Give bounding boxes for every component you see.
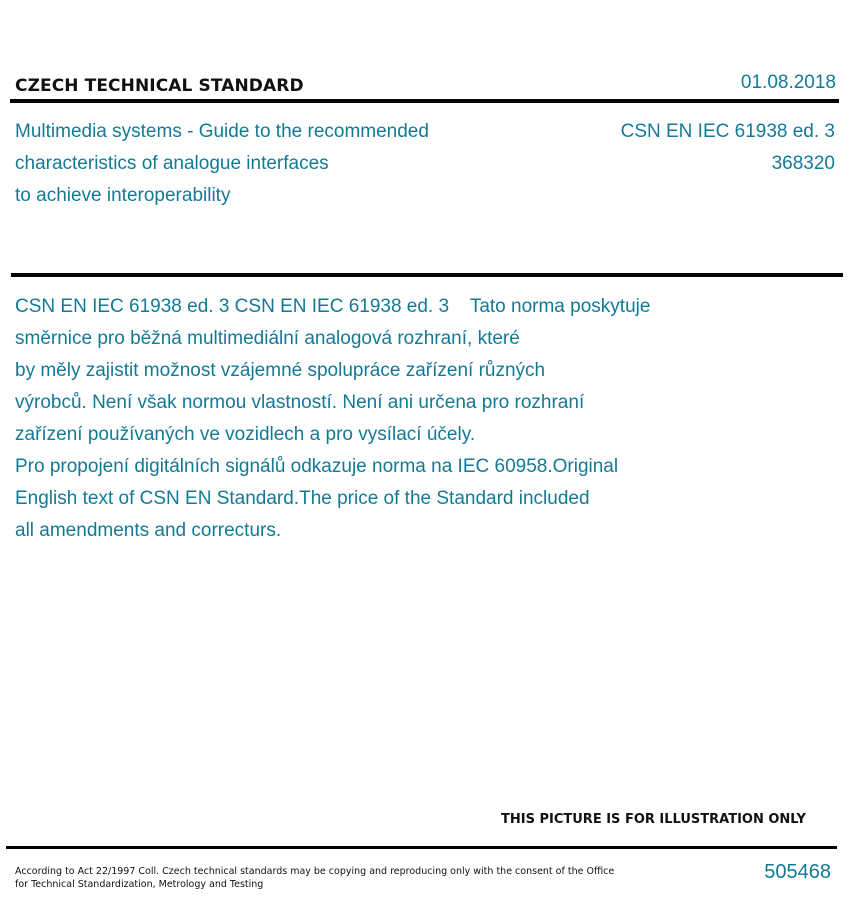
legal-line: According to Act 22/1997 Coll. Czech technical standards may be copying and reproducing only with the consent of the Office	[15, 866, 615, 877]
section-divider	[11, 273, 843, 277]
header-divider	[10, 99, 839, 103]
description-line: zařízení používaných ve vozidlech a pro vysílací účely.	[15, 424, 476, 445]
description-line: by měly zajistit možnost vzájemné spolupráce zařízení různých	[15, 360, 546, 381]
legal-line: for Technical Standardization, Metrology and Testing	[15, 879, 264, 890]
catalog-number: 505468	[764, 861, 831, 883]
standard-type-label: CZECH TECHNICAL STANDARD	[15, 76, 304, 96]
standard-codes	[621, 116, 835, 180]
description-line: CSN EN IEC 61938 ed. 3 CSN EN IEC 61938 ed. 3 Tato norma poskytuje	[15, 296, 651, 317]
standard-title	[15, 116, 429, 212]
description-line: Pro propojení digitálních signálů odkazuje norma na IEC 60958.Original	[15, 456, 619, 477]
description-line: výrobců. Není však normou vlastností. Není ani určena pro rozhraní	[15, 392, 585, 413]
standard-description	[15, 291, 815, 547]
title-line: Multimedia systems - Guide to the recommended	[15, 121, 429, 142]
standard-code: CSN EN IEC 61938 ed. 3	[620, 121, 835, 142]
description-line: směrnice pro běžná multimediální analogová rozhraní, které	[15, 328, 520, 349]
illustration-note: THIS PICTURE IS FOR ILLUSTRATION ONLY	[501, 812, 806, 827]
class-number: 368320	[771, 153, 835, 174]
footer-divider	[6, 846, 837, 849]
description-line: English text of CSN EN Standard.The price of the Standard included	[15, 488, 590, 509]
description-line: all amendments and correcturs.	[15, 520, 282, 541]
legal-notice	[15, 865, 615, 891]
publication-date: 01.08.2018	[740, 72, 836, 93]
title-line: to achieve interoperability	[15, 185, 231, 206]
title-line: characteristics of analogue interfaces	[15, 153, 329, 174]
